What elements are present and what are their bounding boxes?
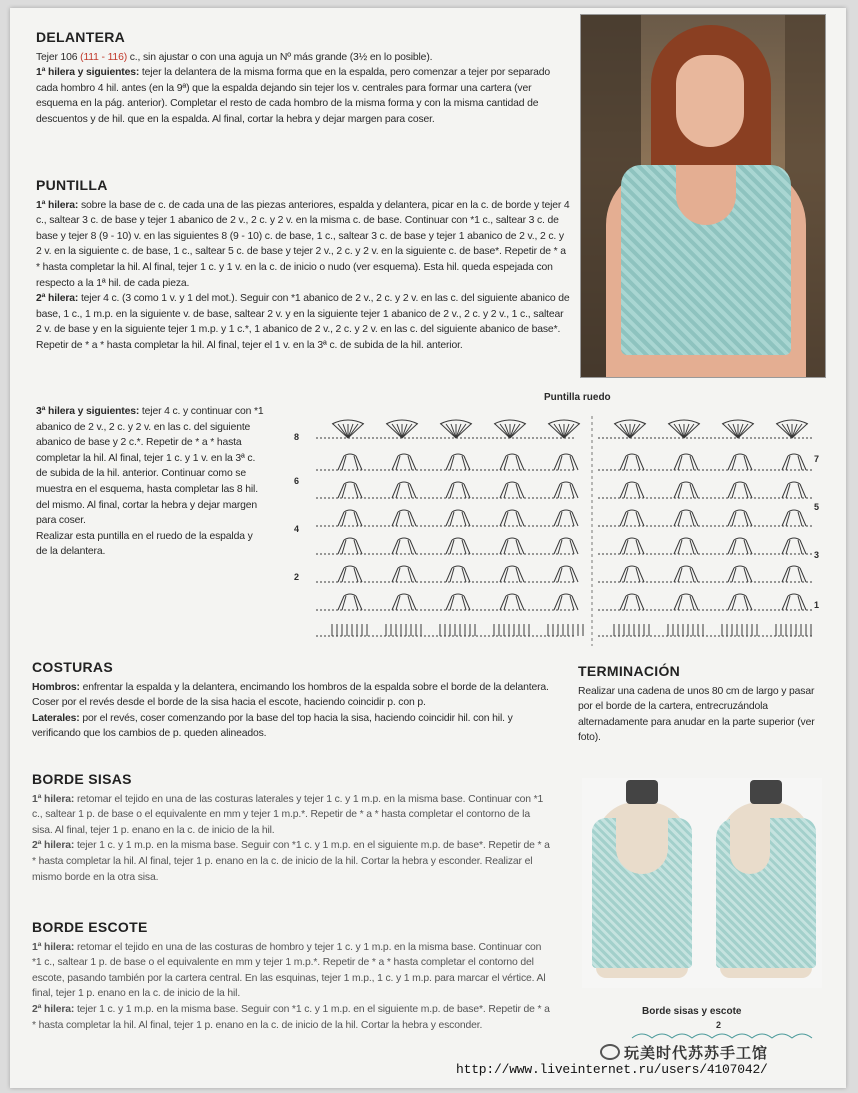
borde-escote-section (32, 920, 552, 1033)
magazine-page (10, 8, 846, 1088)
chart-row-number-right: 7 (814, 454, 820, 464)
costuras-section (32, 660, 552, 742)
borde-sisas-section (32, 772, 552, 885)
delantera-p1: Tejer 106 (111 - 116) c., sin ajustar o con una aguja un Nº más grande (3½ en lo posible). (36, 51, 433, 63)
chart-row-number-left: 4 (294, 524, 300, 534)
borde-chart (622, 1020, 822, 1044)
delantera-p2: 1ª hilera y siguientes: tejer la delantera de la misma forma que en la espalda, pero comenzar a tejer por separado cada hombro 4 hil. antes (en la 9ª) que la espalda dejando sin tejer los v. centrales para formar una cartera (ver esquema en la pág. anterior). Completar el resto de cada hombro de la misma forma y con la misma cantidad de descuentos y de hil. que en la espalda. Al final, cortar la hebra y dejar margen para coser. (36, 67, 551, 125)
borde-escote-title: BORDE ESCOTE (32, 919, 148, 935)
terminacion-title: TERMINACIÓN (578, 663, 681, 679)
borde-sisas-title: BORDE SISAS (32, 771, 132, 787)
terminacion-section (578, 664, 828, 746)
chart-row-number-left: 8 (294, 432, 300, 442)
puntilla-title: PUNTILLA (36, 177, 108, 193)
borde-sisas-h2: 2ª hilera: tejer 1 c. y 1 m.p. en la misma base. Seguir con *1 c. y 1 m.p. en el siguiente m.p. de base*. Repetir de * a * hasta completar la hil. Al final, tejer 1 p. enano en la c. de inicio de la hil. Cortar la hebra y esconder. Realizar el mismo borde en la otra sisa. (32, 840, 550, 883)
puntilla-section-cont (36, 404, 266, 560)
mannequin-photo (582, 778, 822, 988)
puntilla-h1: 1ª hilera: sobre la base de c. de cada una de las piezas anteriores, espalda y delantera, picar en la c. de borde y tejer 4 c., saltear 3 c. de base y tejer 1 abanico de 2 v., 2 c. y 2 v. en la misma c. de base. Continuar con *1 c., saltear 3 c. de base y tejer 8 (9 - 10) v. en las siguientes 8 (9 - 10) c. de base, 1 c., saltear 3 c. de base y tejer 1 abanico de 2 v., 2 c. y 2 v. en la siguiente c. de base, 1 c., saltear 5 c. de base y tejer 2 v., 2 c. y 2 v. en la siguiente c. de base*. Repetir de * a * hasta completar la hil. Al final, tejer 1 c. y 1 v. en la c. de inicio o nudo (ver esquema). Esta hil. queda espejada con respecto a la 1ª hil. de cada pieza. (36, 199, 570, 289)
puntilla-h4: Realizar esta puntilla en el ruedo de la espalda y de la delantera. (36, 530, 253, 558)
chart-row-number-left: 2 (294, 572, 300, 582)
costuras-hombros: Hombros: enfrentar la espalda y la delantera, encimando los hombros de la espalda sobre el borde de la delantera. Coser por el revés desde el borde de la sisa hacia el escote, haciendo coincidir p. con p. (32, 681, 549, 709)
chart2-caption: Borde sisas y escote (642, 1006, 742, 1017)
puntilla-section (36, 178, 570, 354)
borde-sisas-h1: 1ª hilera: retomar el tejido en una de las costuras laterales y tejer 1 c. y 1 m.p. en la misma base. Continuar con *1 c., saltear 1 p. de base o el equivalente en mm y tejer 1 m.p.*. Repetir de * a * hasta completar el contorno de la sisa. Al final, tejer 1 p. enano en la c. de inicio de la hil. (32, 793, 544, 836)
wechat-icon (600, 1044, 620, 1060)
borde-chart-row-label: 2 (716, 1020, 722, 1030)
borde-escote-h1: 1ª hilera: retomar el tejido en una de las costuras de hombro y tejer 1 c. y 1 m.p. en la misma base. Continuar con *1 c., saltear 1 p. de base o el equivalente en mm y tejer 1 m.p.*. Repetir de * a * hasta completar el contorno del escote, pasando también por la cartera central. En las esquinas, tejer 1 m.p., 1 c. y 1 m.p. para marcar el vértice. Al final, tejer 1 p. enano en la c. de inicio de la hil. (32, 941, 546, 1000)
chart-row-number-left: 6 (294, 476, 300, 486)
delantera-title: DELANTERA (36, 29, 126, 45)
chart-title: Puntilla ruedo (544, 392, 611, 403)
chart-row-number-right: 1 (814, 600, 820, 610)
puntilla-h3: 3ª hilera y siguientes: tejer 4 c. y continuar con *1 abanico de 2 v., 2 c. y 2 v. en las c. del siguiente abanico de base y 2 c.*. Repetir de * a * hasta completar la hil. Al final, tejer 1 c. y 1 v. en la 3ª c. de subida de la hil. anterior. Continuar como se muestra en el esquema, hasta completar las 8 hil. del mismo. Al final, cortar la hebra y dejar margen para coser. (36, 406, 264, 527)
watermark: 玩美时代苏苏手工馆 (624, 1045, 769, 1062)
model-photo (580, 14, 826, 378)
delantera-section (36, 30, 570, 128)
borde-escote-h2: 2ª hilera: tejer 1 c. y 1 m.p. en la misma base. Seguir con *1 c. y 1 m.p. en el siguiente m.p. de base*. Repetir de * a * hasta completar la hil. Al final, tejer 1 p. enano en la c. de inicio de la hil. Cortar la hebra y esconder. (32, 1003, 550, 1031)
chart-row-number-right: 3 (814, 550, 820, 560)
source-url: http://www.liveinternet.ru/users/4107042/ (456, 1062, 768, 1077)
costuras-laterales: Laterales: por el revés, coser comenzando por la base del top hacia la sisa, haciendo coincidir hil. con hil. y verificando que los cambios de p. queden alineados. (32, 712, 513, 740)
terminacion-text: Realizar una cadena de unos 80 cm de largo y pasar por el borde de la cartera, entrecruzándola alternadamente para anudar en la parte superior (ver foto). (578, 685, 815, 744)
crochet-chart (292, 406, 832, 654)
puntilla-h2: 2ª hilera: tejer 4 c. (3 como 1 v. y 1 del mot.). Seguir con *1 abanico de 2 v., 2 c. y 2 v. en las c. del siguiente abanico de base, 1 c., 1 m.p. en la siguiente v. de base, saltear 2 v. y en la siguiente tejer 1 abanico de 2 v., 2 c. y 2 v., 1 c., saltear 2 v. de base y en la siguiente tejer 1 m.p. y 1 c.*, 1 abanico de 2 v., 2 c. y 2 v. en las c. del siguiente abanico de base*. Repetir de * a * hasta completar la hil. Al final, tejer el 1 v. en la 3ª c. de subida de la hil. anterior. (36, 293, 570, 351)
costuras-title: COSTURAS (32, 659, 113, 675)
chart-row-number-right: 5 (814, 502, 820, 512)
